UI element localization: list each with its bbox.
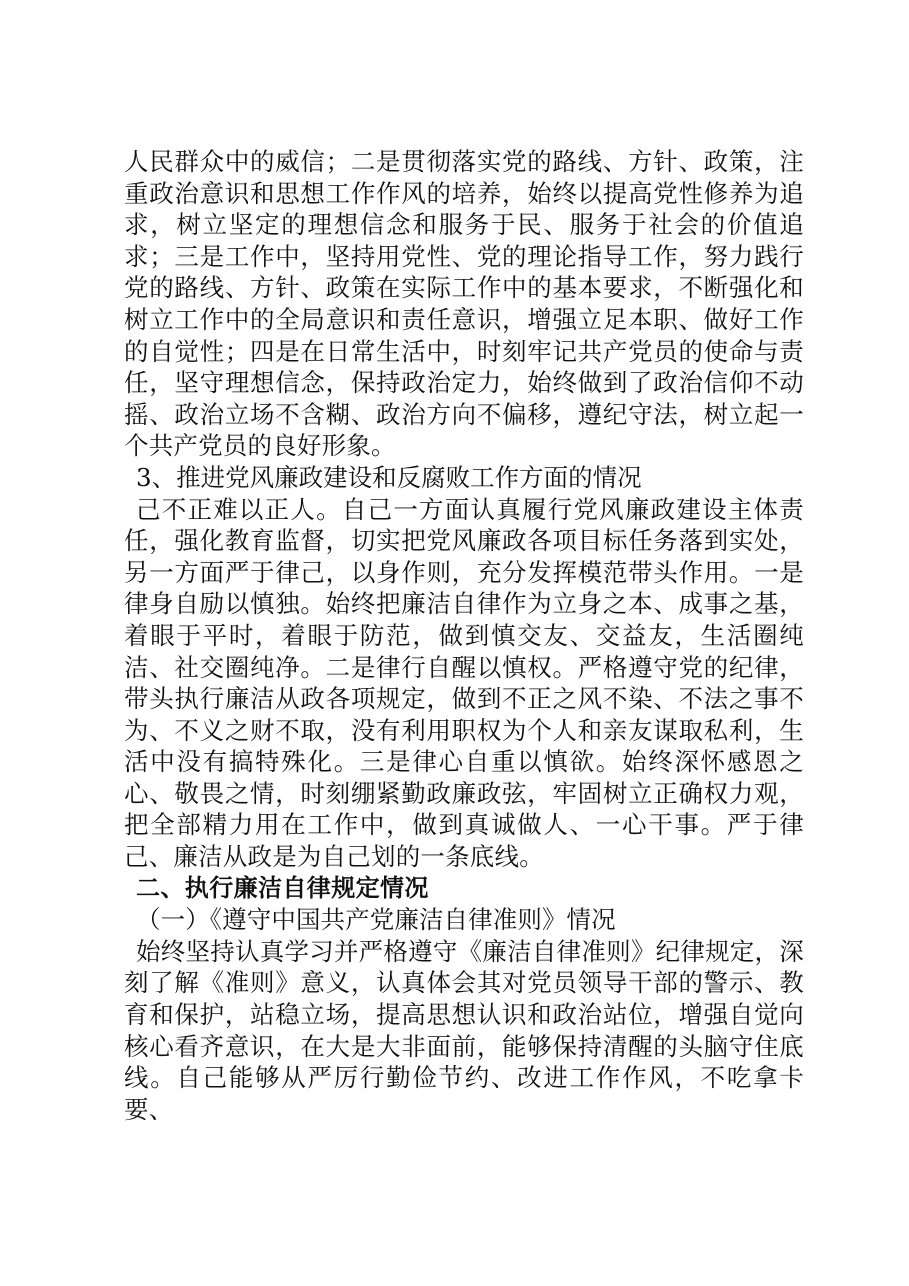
- subheading-anti-corruption: 3、推进党风廉政建设和反腐败工作方面的情况: [136, 462, 642, 492]
- subsection-heading-party-code: （一）《遵守中国共产党廉洁自律准则》情况: [136, 905, 616, 935]
- document-body: [124, 146, 804, 1125]
- paragraph-self-discipline: 己不正难以正人。自己一方面认真履行党风廉政建设主体责任，强化教育监督，切实把党风廉政各项目标任务落到实处，另一方面严于律己，以身作则，充分发挥模范带头作用。一是律身自励以慎独。始终把廉洁自律作为立身之本、成事之基，着眼于平时，着眼于防范，做到慎交友、交益友，生活圈纯洁、社交圈纯净。二是律行自醒以慎权。严格遵守党的纪律，带头执行廉洁从政各项规定，做到不正之风不染、不法之事不为、不义之财不取，没有利用职权为个人和亲友谋取私利，生活中没有搞特殊化。三是律心自重以慎欲。始终深怀感恩之心、敬畏之情，时刻绷紧勤政廉政弦，牢固树立正确权力观，把全部精力用在工作中，做到真诚做人、一心干事。严于律己、廉洁从政是为自己划的一条底线。: [124, 494, 804, 872]
- section-heading-integrity-rules: 二、执行廉洁自律规定情况: [136, 873, 429, 902]
- paragraph-political-conduct: 人民群众中的威信；二是贯彻落实党的路线、方针、政策，注重政治意识和思想工作作风的培养，始终以提高党性修养为追求，树立坚定的理想信念和服务于民、服务于社会的价值追求；三是工作中，坚持用党性、党的理论指导工作，努力践行党的路线、方针、政策在实际工作中的基本要求，不断强化和树立工作中的全局意识和责任意识，增强立足本职、做好工作的自觉性；四是在日常生活中，时刻牢记共产党员的使命与责任，坚守理想信念，保持政治定力，始终做到了政治信仰不动摇、政治立场不含糊、政治方向不偏移，遵纪守法，树立起一个共产党员的良好形象。: [124, 147, 804, 461]
- paragraph-party-code-compliance: 始终坚持认真学习并严格遵守《廉洁自律准则》纪律规定，深刻了解《准则》意义，认真体会其对党员领导干部的警示、教育和保护，站稳立场，提高思想认识和政治站位，增强自觉向核心看齐意识，在大是大非面前，能够保持清醒的头脑守住底线。自己能够从严厉行勤俭节约、改进工作作风，不吃拿卡要、: [124, 936, 804, 1124]
